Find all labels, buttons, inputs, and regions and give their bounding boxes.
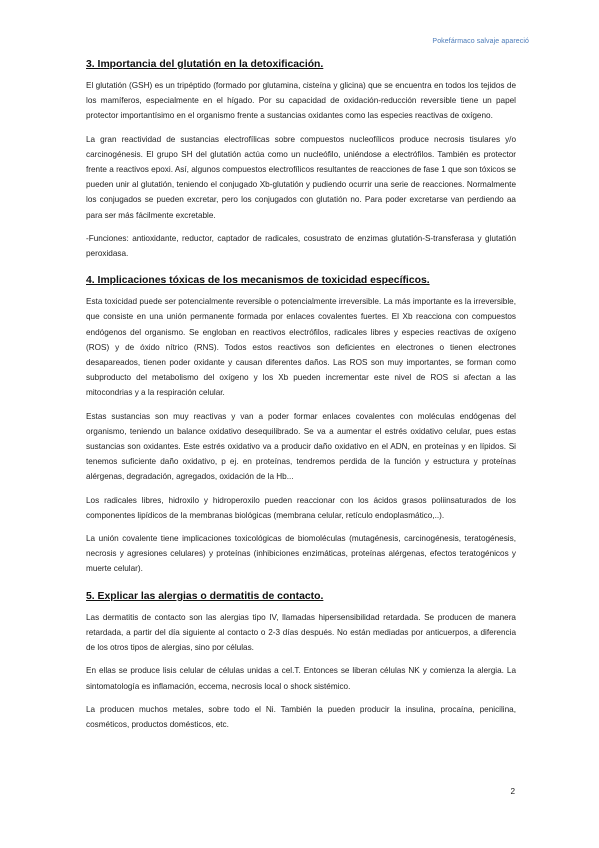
paragraph: La unión covalente tiene implicaciones toxicológicas de biomoléculas (mutagénesis, carcinogénesis, teratogénesis, necrosis y agresiones celulares) y proteínas (inhibiciones enzimáticas, proteínas alérgenas, efectos teratogénicos y muerte celular).: [86, 534, 516, 574]
section-contact-dermatitis: [86, 591, 516, 732]
paragraph: -Funciones: antioxidante, reductor, captador de radicales, cosustrato de enzimas glutatión-S-transferasa y glutatión peroxidasa.: [86, 233, 516, 259]
paragraph: El glutatión (GSH) es un tripéptido (formado por glutamina, cisteína y glicina) que se encuentra en todos los tejidos de los mamíferos, especialmente en el hígado. Por su capacidad de oxidación-reducción reversible tiene un papel protector importantísimo en el organismo frente a sustancias oxidantes como las especies reactivas de oxígeno.: [86, 81, 516, 121]
section-heading: 5. Explicar las alergias o dermatitis de contacto.: [86, 590, 324, 602]
section-heading: 3. Importancia del glutatión en la detoxificación.: [86, 59, 324, 70]
section-glutathione: [86, 59, 516, 261]
paragraph: Los radicales libres, hidroxilo y hidroperoxilo pueden reaccionar con los ácidos grasos poliinsaturados de los componentes lipídicos de la membranas biológicas (membrana celular, retículo endoplasmático,..).: [86, 495, 516, 520]
paragraph: Estas sustancias son muy reactivas y van a poder formar enlaces covalentes con moléculas endógenas del organismo, teniendo un balance oxidativo desequilibrado. Se va a aumentar el estrés oxidativo celular, pues estas sustancias son oxidantes. Este estrés oxidativo va a producir daño oxidativo en el ADN, en proteínas y en lípidos. Si tenemos suficiente daño oxidativo, p ej. en proteínas, tendremos perdida de la función y estructura y proteínas alérgenas, degradación, agregados, oxidación de la Hb...: [86, 411, 516, 482]
paragraph: Las dermatitis de contacto son las alergias tipo IV, llamadas hipersensibilidad retardada. Se producen de manera retardada, a partir del día siguiente al contacto o 2-3 días después. No están mediadas por anticuerpos, a diferencia de los otros tipos de alergias, sino por células.: [86, 612, 516, 653]
paragraph: En ellas se produce lisis celular de células unidas a cel.T. Entonces se liberan células NK y comienza la alergia. La sintomatología es inflamación, eccema, necrosis local o shock sistémico.: [86, 666, 516, 691]
page-header: Pokefármaco salvaje apareció: [432, 38, 529, 45]
paragraph: La producen muchos metales, sobre todo el Ni. También la pueden producir la insulina, procaína, penicilina, cosméticos, productos domésticos, etc.: [86, 704, 516, 729]
section-heading: 4. Implicaciones tóxicas de los mecanismos de toxicidad específicos.: [86, 275, 430, 287]
paragraph: Esta toxicidad puede ser potencialmente reversible o potencialmente irreversible. La más importante es la irreversible, que consiste en una unión permanente formada por enlaces covalentes fuertes. El Xb reacciona con compuestos endógenos del organismo. Se engloban en reactivos electrófilos, radicales libres y especies reactivas de oxígeno (ROS) y de óxido nítrico (RNS). Todos estos reactivos son deficientes en electrones o tienen electrones desapareados, tienen poder oxidante y causan diferentes daños. Las ROS son muy importantes, se forman como subproducto del metabolismo del oxígeno y los Xb pueden incrementar este nivel de ROS si afectan a las mitocondrias y a la respiración celular.: [86, 297, 516, 398]
document-body: [86, 59, 516, 740]
paragraph: La gran reactividad de sustancias electrofílicas sobre compuestos nucleofílicos produce necrosis tisulares y/o carcinogénesis. El grupo SH del glutatión actúa como un nucleófilo, uniéndose a electrófilos. También es protector frente a reactivos epoxi. Así, algunos compuestos electrofílicos resultantes de reacciones de fase 1 que son tóxicos se pueden unir al glutatión, teniendo el conjugado Xb-glutatión y pudiendo ocurrir una serie de reacciones. Normalmente los conjugados se pueden excretar, pero los conjugados con glutatión no. Para poder excretarse van perdiendo aa para ser más fácilmente excretable.: [86, 134, 516, 220]
page-number: 2: [510, 787, 515, 796]
section-toxic-implications: [86, 275, 516, 576]
